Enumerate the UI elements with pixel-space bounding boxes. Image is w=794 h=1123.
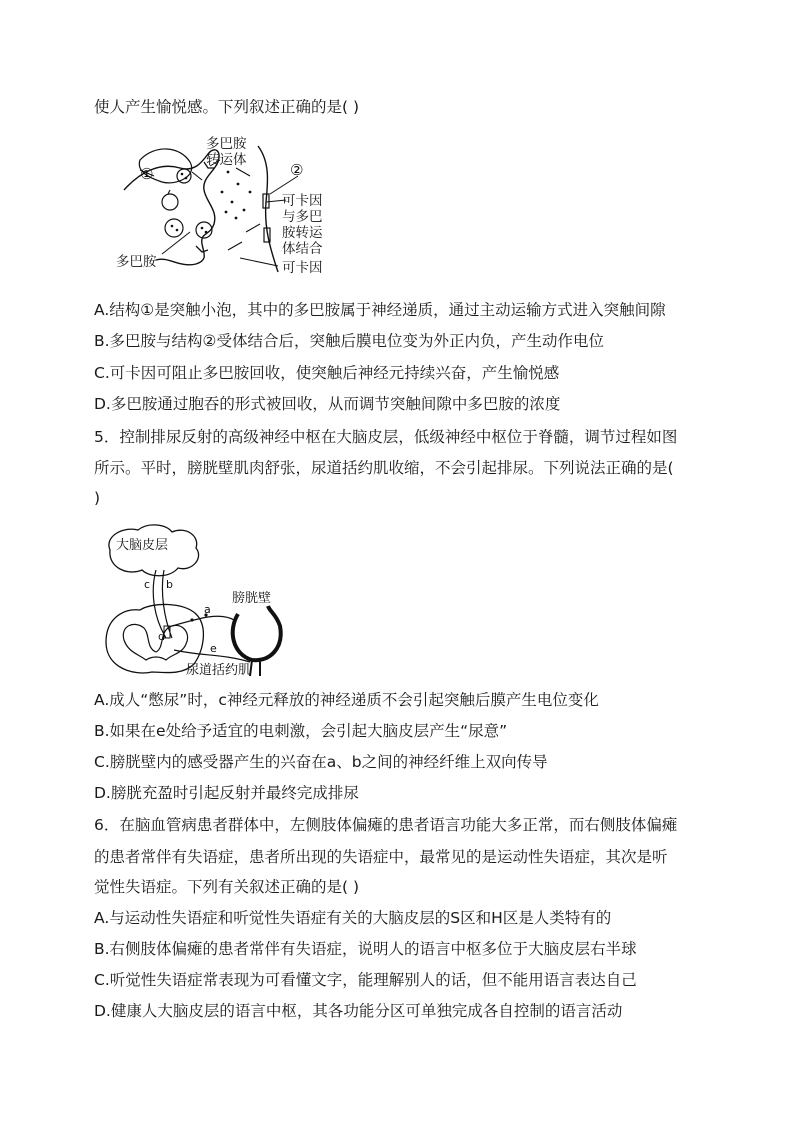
micturition-figure [100, 522, 288, 678]
sphincter-label: 尿道括约肌 [186, 663, 252, 678]
label-d: d [158, 630, 165, 643]
synapse-diagram [110, 132, 340, 278]
cocaine-bound-line1: 可卡因 [282, 193, 323, 209]
cocaine-bound-line4: 体结合 [282, 241, 323, 257]
vesicle [177, 169, 191, 183]
q5-stem-line3: ) [94, 489, 101, 507]
q5-stem-line1: 5．控制排尿反射的高级神经中枢在大脑皮层，低级神经中枢位于脊髓，调节过程如图 [94, 428, 678, 446]
bladder-wall-label: 膀胱壁 [232, 591, 272, 606]
q4-option-b: B.多巴胺与结构②受体结合后，突触后膜电位变为外正内负，产生动作电位 [94, 332, 604, 350]
label-b: b [166, 578, 173, 591]
urethra [250, 660, 260, 676]
q4-stem: 使人产生愉悦感。下列叙述正确的是( ) [94, 98, 360, 116]
label-2: ② [290, 161, 304, 179]
q6-option-b: B.右侧肢体偏瘫的患者常伴有失语症，说明人的语言中枢多位于大脑皮层右半球 [94, 940, 637, 958]
label-e: e [210, 642, 217, 655]
label-c: c [144, 578, 151, 591]
cocaine-bound-line3: 胺转运 [282, 225, 323, 241]
presynaptic-membrane [124, 150, 219, 265]
dopamine-label: 多巴胺 [116, 254, 157, 270]
bladder-wall [233, 606, 281, 660]
vesicle [162, 194, 178, 210]
q5-stem-line2: 所示。平时，膀胱壁肌肉舒张，尿道括约肌收缩，不会引起排尿。下列说法正确的是( [94, 459, 674, 477]
q4-option-d: D.多巴胺通过胞吞的形式被回收，从而调节突触间隙中多巴胺的浓度 [94, 395, 561, 413]
dopamine-transporter-line1: 多巴胺 [206, 136, 247, 152]
q6-stem-line3: 觉性失语症。下列有关叙述正确的是( ) [94, 878, 360, 896]
cocaine-bound-line2: 与多巴 [282, 209, 323, 225]
vesicle [165, 219, 183, 237]
gray-matter [123, 624, 187, 660]
q6-stem-line2: 的患者常伴有失语症，患者所出现的失语症中，最常见的是运动性失语症，其次是听 [94, 848, 668, 866]
dopamine-transporter-line2: 转运体 [206, 152, 247, 168]
synapse-figure [110, 132, 340, 278]
point-marker [190, 618, 193, 621]
label-a: a [204, 603, 211, 616]
q5-option-d: D.膀胱充盈时引起反射并最终完成排尿 [94, 784, 359, 802]
micturition-diagram [100, 522, 288, 678]
cocaine-label: 可卡因 [282, 260, 323, 276]
q6-option-d: D.健康人大脑皮层的语言中枢，其各功能分区可单独完成各自控制的语言活动 [94, 1002, 623, 1020]
leader-lines [140, 160, 298, 266]
q5-option-a: A.成人“憋尿”时，c神经元释放的神经递质不会引起突触后膜产生电位变化 [94, 691, 599, 709]
q6-option-c: C.听觉性失语症常表现为可看懂文字，能理解别人的话，但不能用语言表达自己 [94, 971, 637, 989]
q6-option-a: A.与运动性失语症和听觉性失语症有关的大脑皮层的S区和H区是人类特有的 [94, 909, 612, 927]
q5-option-b: B.如果在e处给予适宜的电刺激，会引起大脑皮层产生“尿意” [94, 722, 508, 740]
q6-stem-line1: 6．在脑血管病患者群体中，左侧肢体偏瘫的患者语言功能大多正常，而右侧肢体偏瘫 [94, 816, 678, 834]
postsynaptic-membrane [258, 146, 278, 272]
q4-option-c: C.可卡因可阻止多巴胺回收，使突触后神经元持续兴奋，产生愉悦感 [94, 364, 560, 382]
cortex-label: 大脑皮层 [116, 538, 169, 553]
q5-option-c: C.膀胱壁内的感受器产生的兴奋在a、b之间的神经纤维上双向传导 [94, 753, 548, 771]
q4-option-a: A.结构①是突触小泡，其中的多巴胺属于神经递质，通过主动运输方式进入突触间隙 [94, 301, 666, 319]
label-1: ① [140, 165, 154, 183]
fiber-a [172, 616, 234, 626]
